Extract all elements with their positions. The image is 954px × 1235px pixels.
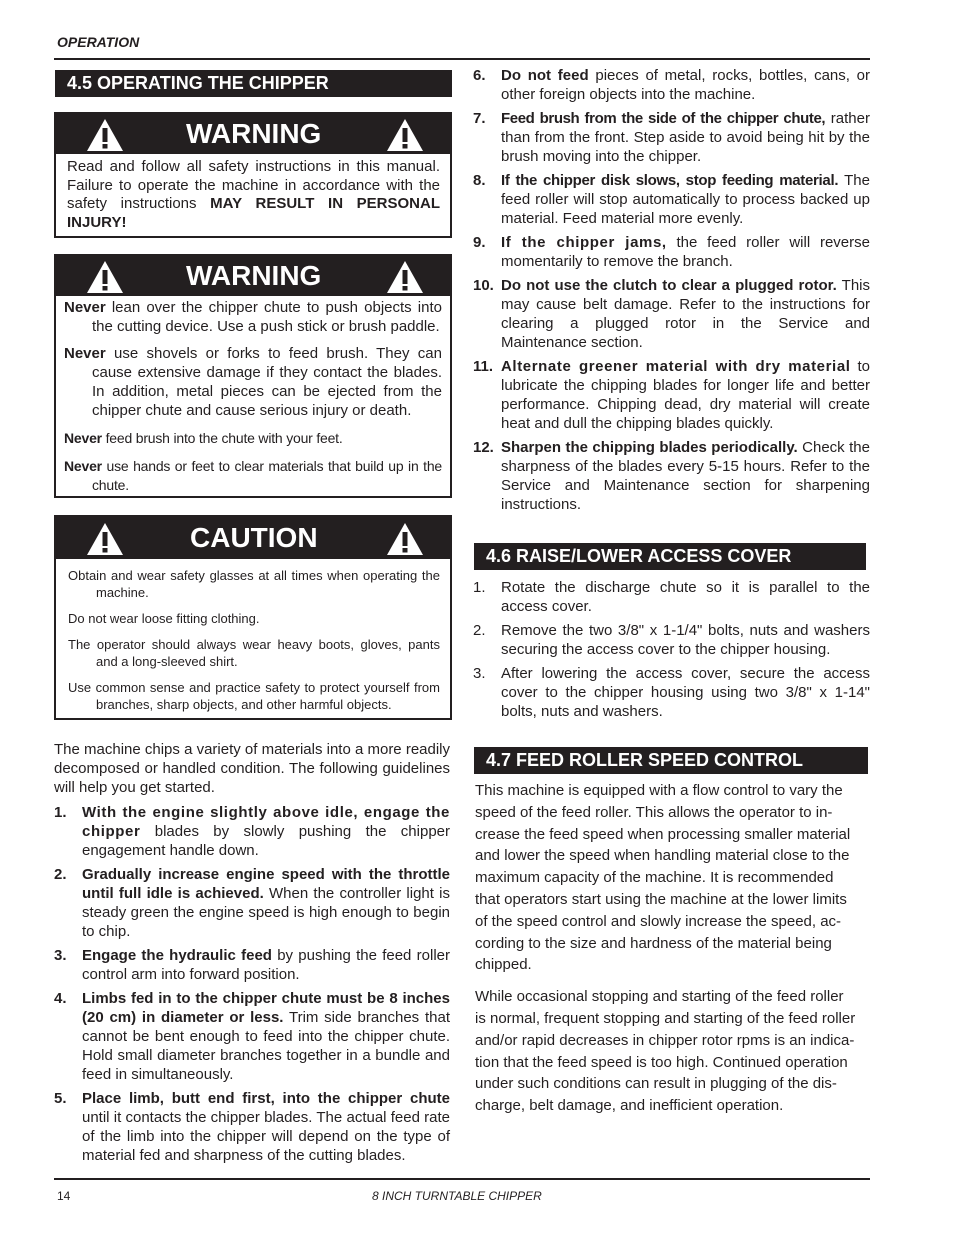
- section-4-6-body: [473, 578, 870, 726]
- warning-item: [64, 345, 442, 420]
- section-title-4-5: 4.5 OPERATING THE CHIPPER: [55, 70, 452, 97]
- warning-box-1: [54, 112, 452, 238]
- step-text: When the controller light is steady green the engine speed is high enough to begin to chip.: [82, 885, 450, 940]
- caution-item: Obtain and wear safety glasses at all times when operating the machine.: [68, 568, 440, 600]
- running-header: OPERATION: [57, 34, 140, 50]
- list-item: [473, 621, 870, 659]
- left-body-text: [54, 740, 450, 1170]
- list-item: [473, 578, 870, 616]
- step-number: 11.: [473, 358, 494, 375]
- step-number: 9.: [473, 234, 486, 251]
- caution-header: [56, 517, 450, 559]
- warning-item-text: use hands or feet to clear materials that build up in the chute.: [92, 457, 442, 493]
- step-bold: Limbs fed in to the chipper chute must be 8 inches (20 cm) in diameter or less.: [82, 990, 450, 1026]
- list-item: [473, 66, 870, 104]
- step-bold: With the engine slightly above idle, engage the chipper: [82, 804, 450, 840]
- step-text: The feed roller will stop automatically to process backed up material. Feed material more evenly.: [501, 172, 870, 227]
- section-4-7-body: [475, 780, 875, 1117]
- paragraph-line: and/or rapid decreases in chipper rotor rpms is an indica-: [475, 1031, 855, 1049]
- step-number: 5.: [54, 1090, 67, 1107]
- warning-item-text: use shovels or forks to feed brush. They can cause extensive damage if they contact the blades. In addition, metal pieces can be ejected from the chipper chute and cause serious injury or death.: [92, 345, 442, 419]
- list-item: [473, 357, 870, 433]
- operating-steps-list: [54, 803, 450, 1165]
- list-item: [54, 803, 450, 860]
- warning-box-2: [54, 254, 452, 498]
- paragraph-line: cording to the size and hardness of the material being: [475, 934, 832, 952]
- warning-triangle-icon: [86, 118, 124, 152]
- list-item: [54, 989, 450, 1084]
- step-text: Remove the two 3/8" x 1-1/4" bolts, nuts and washers securing the access cover to the chipper housing.: [501, 622, 870, 658]
- warning-triangle-icon: [386, 522, 424, 556]
- warning-item-lead: Never: [64, 430, 102, 447]
- step-text: Rotate the discharge chute so it is parallel to the access cover.: [501, 579, 870, 615]
- header-rule: [54, 58, 870, 60]
- paragraph-line: of the speed control and slowly increase the speed, ac-: [475, 912, 842, 930]
- warning-item: [64, 429, 442, 448]
- step-number: 1.: [473, 579, 486, 596]
- warning-emphasis: MAY RESULT IN PERSONAL INJURY!: [67, 195, 441, 232]
- warning-header: [56, 256, 450, 296]
- step-text: by pushing the feed roller control arm into forward position.: [82, 947, 450, 983]
- warning-triangle-icon: [386, 260, 424, 294]
- step-text: rather than from the front. Step aside to avoid being hit by the brush moving into the chipper.: [501, 110, 870, 165]
- paragraph-line: While occasional stopping and starting of the feed roller: [475, 988, 844, 1006]
- warning-title: WARNING: [186, 118, 322, 149]
- step-number: 2.: [473, 622, 486, 639]
- warning-title: WARNING: [186, 260, 322, 291]
- footer-title: 8 INCH TURNTABLE CHIPPER: [372, 1189, 542, 1203]
- caution-item: The operator should always wear heavy boots, gloves, pants and a long-sleeved shirt.: [68, 637, 440, 669]
- warning-item-lead: Never: [64, 299, 106, 316]
- paragraph-line: that operators start using the machine at the lower limits: [475, 890, 847, 908]
- access-cover-steps: [473, 578, 870, 721]
- operating-steps-list-continued: [473, 66, 870, 514]
- warning-triangle-icon: [386, 118, 424, 152]
- caution-title: CAUTION: [190, 522, 318, 553]
- step-text: pieces of metal, rocks, bottles, cans, or other foreign objects into the machine.: [501, 67, 870, 103]
- list-item: [473, 109, 870, 166]
- list-item: [473, 233, 870, 271]
- step-number: 3.: [473, 665, 486, 682]
- feed-roller-paragraph-2: [475, 986, 875, 1117]
- warning-triangle-icon: [86, 260, 124, 294]
- step-bold: Do not use the clutch to clear a plugged rotor.: [501, 277, 837, 294]
- list-item: [473, 171, 870, 228]
- warning-header: [56, 114, 450, 154]
- step-number: 1.: [54, 804, 67, 821]
- paragraph-line: and lower the speed when handling material close to the: [475, 847, 850, 865]
- list-item: [54, 946, 450, 984]
- step-text: the feed roller will reverse momentarily to remove the branch.: [501, 234, 870, 270]
- step-number: 4.: [54, 990, 67, 1007]
- step-text: blades by slowly pushing the chipper engagement handle down.: [82, 823, 450, 859]
- paragraph-line: under such conditions can result in plugging of the dis-: [475, 1075, 837, 1093]
- caution-item: Do not wear loose fitting clothing.: [68, 611, 260, 626]
- step-bold: Feed brush from the side of the chipper chute,: [501, 110, 826, 127]
- warning-item-lead: Never: [64, 345, 106, 363]
- warning-triangle-icon: [86, 522, 124, 556]
- warning-item-lead: Never: [64, 457, 102, 474]
- warning-item-text: lean over the chipper chute to push objects into the cutting device. Use a push stick or brush paddle.: [92, 299, 442, 335]
- step-bold: If the chipper disk slows, stop feeding material.: [501, 172, 839, 189]
- step-text: Trim side branches that cannot be bent enough to feed into the chipper chute. Hold small diameter branches together in a bundle and feed in simultaneously.: [82, 1009, 450, 1083]
- step-bold: Engage the hydraulic feed: [82, 947, 272, 964]
- paragraph-line: crease the feed speed when processing smaller material: [475, 825, 851, 843]
- warning-item: [64, 299, 442, 336]
- feed-roller-paragraph-1: [475, 780, 875, 976]
- step-text: to lubricate the chipping blades for longer life and better performance. Chipping dead, dry material will create heat and dull the chipping blades quickly.: [501, 358, 870, 432]
- step-text: After lowering the access cover, secure the access cover to the chipper housing using two 3/8" x 1-14" bolts, nuts and washers.: [501, 665, 870, 720]
- step-number: 8.: [473, 172, 486, 189]
- list-item: [473, 438, 870, 514]
- step-bold: Place limb, butt end first, into the chipper chute: [82, 1090, 450, 1107]
- step-bold: Gradually increase engine speed with the throttle until full idle is achieved.: [82, 866, 450, 902]
- warning-text-body: Read and follow all safety instructions in this manual. Failure to operate the machine in accordance with the safety instructions: [67, 158, 440, 213]
- section-title-4-6: 4.6 RAISE/LOWER ACCESS COVER: [474, 543, 866, 570]
- caution-item: Use common sense and practice safety to protect yourself from branches, sharp objects, and other harmful objects.: [68, 680, 440, 712]
- warning-text: [67, 158, 440, 233]
- step-bold: If the chipper jams,: [501, 234, 667, 251]
- paragraph-line: tion that the feed speed is too high. Continued operation: [475, 1053, 848, 1071]
- step-number: 3.: [54, 947, 67, 964]
- step-number: 10.: [473, 277, 494, 294]
- page-number: 14: [57, 1189, 71, 1203]
- paragraph-line: maximum capacity of the machine. It is recommended: [475, 869, 834, 887]
- step-bold: Alternate greener material with dry material: [501, 358, 851, 375]
- footer-rule: [54, 1178, 870, 1180]
- step-bold: Sharpen the chipping blades periodically.: [501, 439, 798, 456]
- list-item: [54, 865, 450, 941]
- step-number: 2.: [54, 866, 67, 883]
- paragraph-line: is normal, frequent stopping and starting of the feed roller: [475, 1009, 856, 1027]
- intro-paragraph: The machine chips a variety of materials into a more readily decomposed or handled condition. The following guidelines will help you get started.: [54, 741, 451, 796]
- list-item: [473, 664, 870, 721]
- paragraph-line: chipped.: [475, 956, 532, 974]
- paragraph-line: This machine is equipped with a flow control to vary the: [475, 782, 843, 799]
- step-number: 7.: [473, 110, 486, 127]
- step-bold: Do not feed: [501, 67, 589, 84]
- list-item: [473, 276, 870, 352]
- section-title-4-7: 4.7 FEED ROLLER SPEED CONTROL: [474, 747, 868, 774]
- paragraph-line: charge, belt damage, and inefficient operation.: [475, 1097, 784, 1115]
- step-number: 6.: [473, 67, 486, 84]
- paragraph-line: speed of the feed roller. This allows the operator to in-: [475, 803, 833, 821]
- warning-item-text: feed brush into the chute with your feet.: [101, 430, 343, 447]
- step-text: until it contacts the chipper blades. The actual feed rate of the limb into the chipper will depend on the type of material fed and sharpness of the cutting blades.: [82, 1109, 450, 1164]
- step-text: This may cause belt damage. Refer to the instructions for clearing a plugged rotor in the Service and Maintenance section.: [501, 277, 870, 351]
- step-number: 12.: [473, 439, 494, 456]
- warning-item: [64, 457, 442, 494]
- step-text: Check the sharpness of the blades every 5-15 hours. Refer to the Service and Maintenance section for sharpening instructions.: [501, 439, 870, 513]
- right-body-text: [473, 66, 870, 519]
- list-item: [54, 1089, 450, 1165]
- caution-box: [54, 515, 452, 720]
